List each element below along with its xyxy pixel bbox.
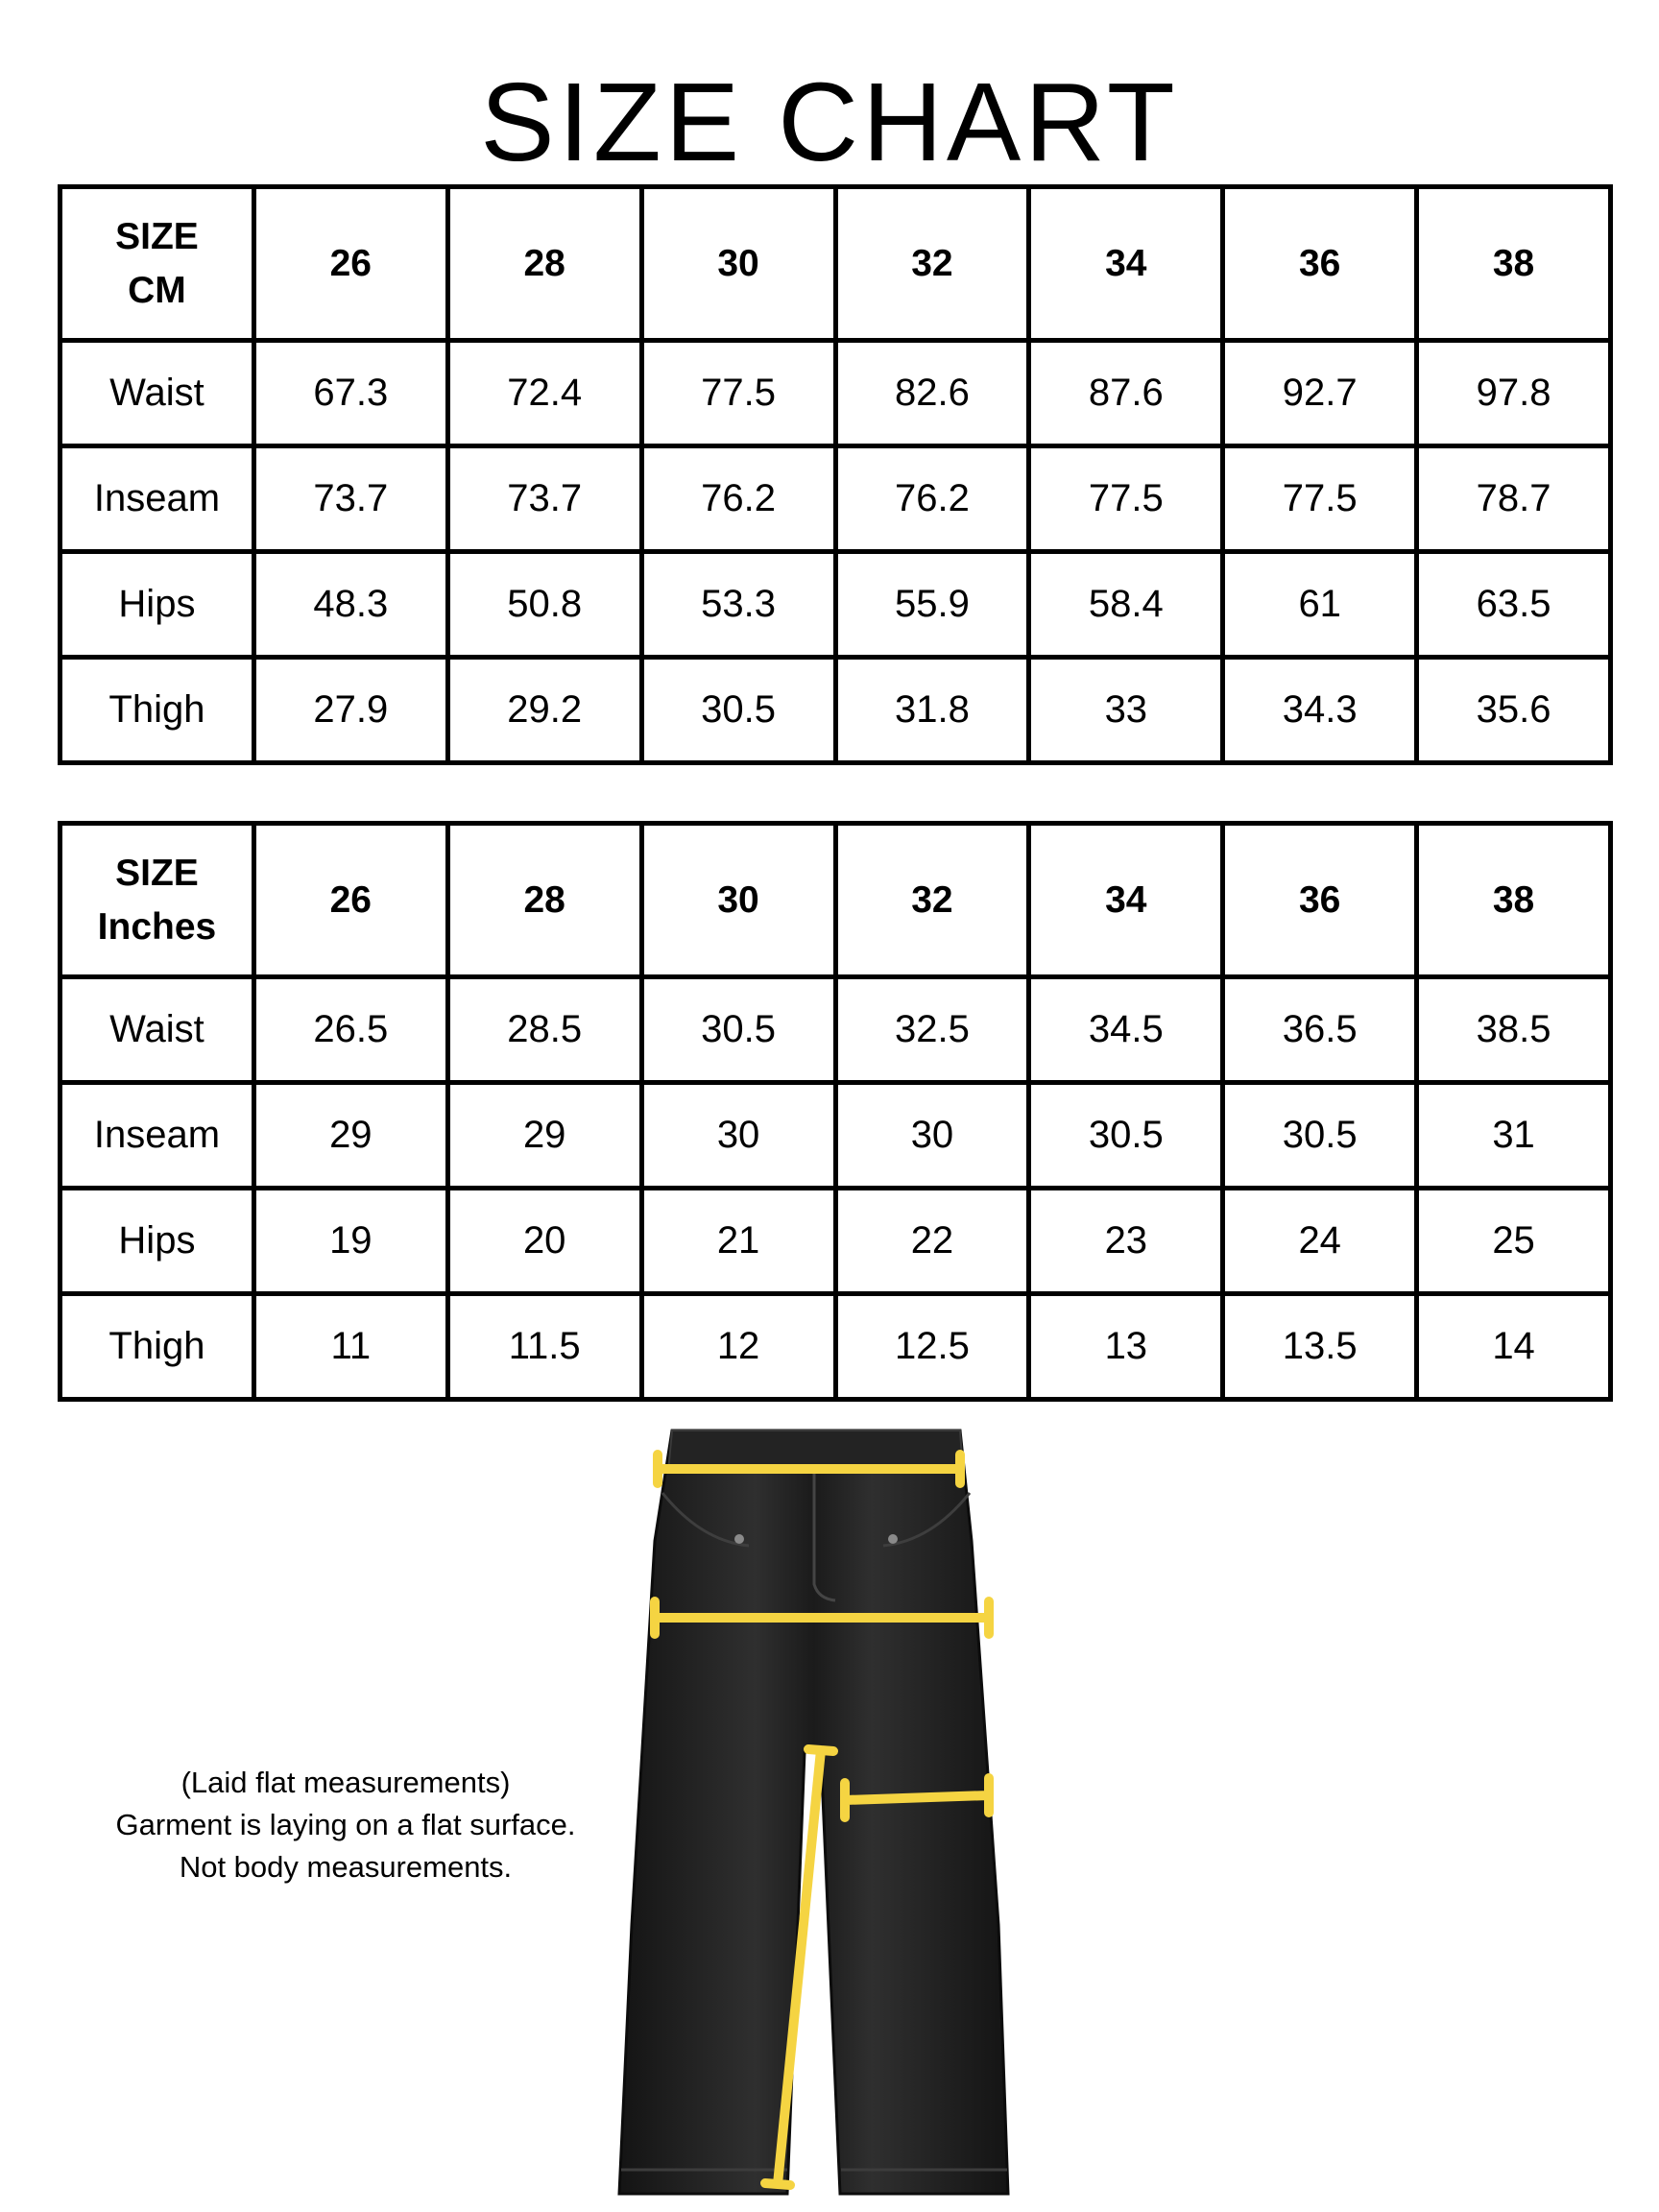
table-cell: 77.5 [1223,446,1417,552]
row-label: Thigh [60,1294,254,1400]
table-row [60,341,1611,446]
table-cell: 32.5 [835,977,1029,1083]
table-cell: 29.2 [447,658,641,763]
size-header-cell: 38 [1417,824,1611,977]
table-cell: 87.6 [1029,341,1223,446]
table-cell: 30.5 [641,658,835,763]
table-cell: 30.5 [641,977,835,1083]
table-cell: 24 [1223,1189,1417,1294]
table-cell: 92.7 [1223,341,1417,446]
size-header-cell: 36 [1223,187,1417,341]
size-header-cell: 34 [1029,187,1223,341]
table-row [60,658,1611,763]
table-cell: 61 [1223,552,1417,658]
table-cell: 26.5 [253,977,447,1083]
table-cell: 11.5 [447,1294,641,1400]
jeans-illustration [595,1426,1037,2203]
size-header-cell: 38 [1417,187,1611,341]
size-header-cell: 28 [447,187,641,341]
size-header-cell: 32 [835,824,1029,977]
table-cell: 55.9 [835,552,1029,658]
table-cell: 76.2 [835,446,1029,552]
table-cell: 53.3 [641,552,835,658]
table-cell: 34.3 [1223,658,1417,763]
row-label: Thigh [60,658,254,763]
table-cell: 21 [641,1189,835,1294]
table-cell: 50.8 [447,552,641,658]
table-cell: 63.5 [1417,552,1611,658]
table-cell: 20 [447,1189,641,1294]
table-cell: 36.5 [1223,977,1417,1083]
row-label: Inseam [60,446,254,552]
table-cell: 77.5 [1029,446,1223,552]
size-header-cell: 30 [641,824,835,977]
table-cell: 72.4 [447,341,641,446]
table-cell: 11 [253,1294,447,1400]
row-label: Waist [60,341,254,446]
row-label: Inseam [60,1083,254,1189]
table-row [60,1083,1611,1189]
table-cell: 35.6 [1417,658,1611,763]
table-header-row [60,187,1611,341]
table-cell: 38.5 [1417,977,1611,1083]
table-cell: 34.5 [1029,977,1223,1083]
size-table-inches [58,821,1613,1402]
size-header-cell: 28 [447,824,641,977]
table-cell: 82.6 [835,341,1029,446]
note-line: Not body measurements. [179,1850,513,1884]
table-cell: 33 [1029,658,1223,763]
note-line: (Laid flat measurements) [180,1766,511,1799]
table-cell: 29 [447,1083,641,1189]
table-cell: 58.4 [1029,552,1223,658]
table-row [60,1294,1611,1400]
table-cell: 97.8 [1417,341,1611,446]
table-cell: 13 [1029,1294,1223,1400]
measurement-note [77,1762,614,1888]
size-header-cell: 26 [253,824,447,977]
size-header-cell: 26 [253,187,447,341]
table-cell: 28.5 [447,977,641,1083]
table-corner-cell: SIZE CM [60,187,254,341]
table-corner-cell: SIZE Inches [60,824,254,977]
size-header-cell: 32 [835,187,1029,341]
table-cell: 13.5 [1223,1294,1417,1400]
table-cell: 12 [641,1294,835,1400]
table-row [60,977,1611,1083]
table-cell: 25 [1417,1189,1611,1294]
table-cell: 31 [1417,1083,1611,1189]
table-cell: 77.5 [641,341,835,446]
page-title: SIZE CHART [480,60,1179,184]
jeans-rivet [888,1534,898,1544]
table-cell: 48.3 [253,552,447,658]
row-label: Hips [60,1189,254,1294]
table-cell: 29 [253,1083,447,1189]
table-row [60,552,1611,658]
table-cell: 30 [835,1083,1029,1189]
table-cell: 12.5 [835,1294,1029,1400]
size-table-cm [58,184,1613,765]
size-header-cell: 34 [1029,824,1223,977]
table-cell: 27.9 [253,658,447,763]
jeans-rivet [734,1534,744,1544]
table-cell: 78.7 [1417,446,1611,552]
size-header-cell: 36 [1223,824,1417,977]
table-cell: 76.2 [641,446,835,552]
table-cell: 73.7 [253,446,447,552]
table-cell: 30.5 [1029,1083,1223,1189]
row-label: Hips [60,552,254,658]
table-cell: 22 [835,1189,1029,1294]
table-header-row [60,824,1611,977]
table-cell: 31.8 [835,658,1029,763]
size-header-cell: 30 [641,187,835,341]
note-line: Garment is laying on a flat surface. [115,1808,576,1841]
table-row [60,446,1611,552]
table-row [60,1189,1611,1294]
table-cell: 73.7 [447,446,641,552]
table-cell: 30 [641,1083,835,1189]
table-cell: 23 [1029,1189,1223,1294]
table-cell: 30.5 [1223,1083,1417,1189]
row-label: Waist [60,977,254,1083]
table-cell: 14 [1417,1294,1611,1400]
table-cell: 19 [253,1189,447,1294]
table-cell: 67.3 [253,341,447,446]
